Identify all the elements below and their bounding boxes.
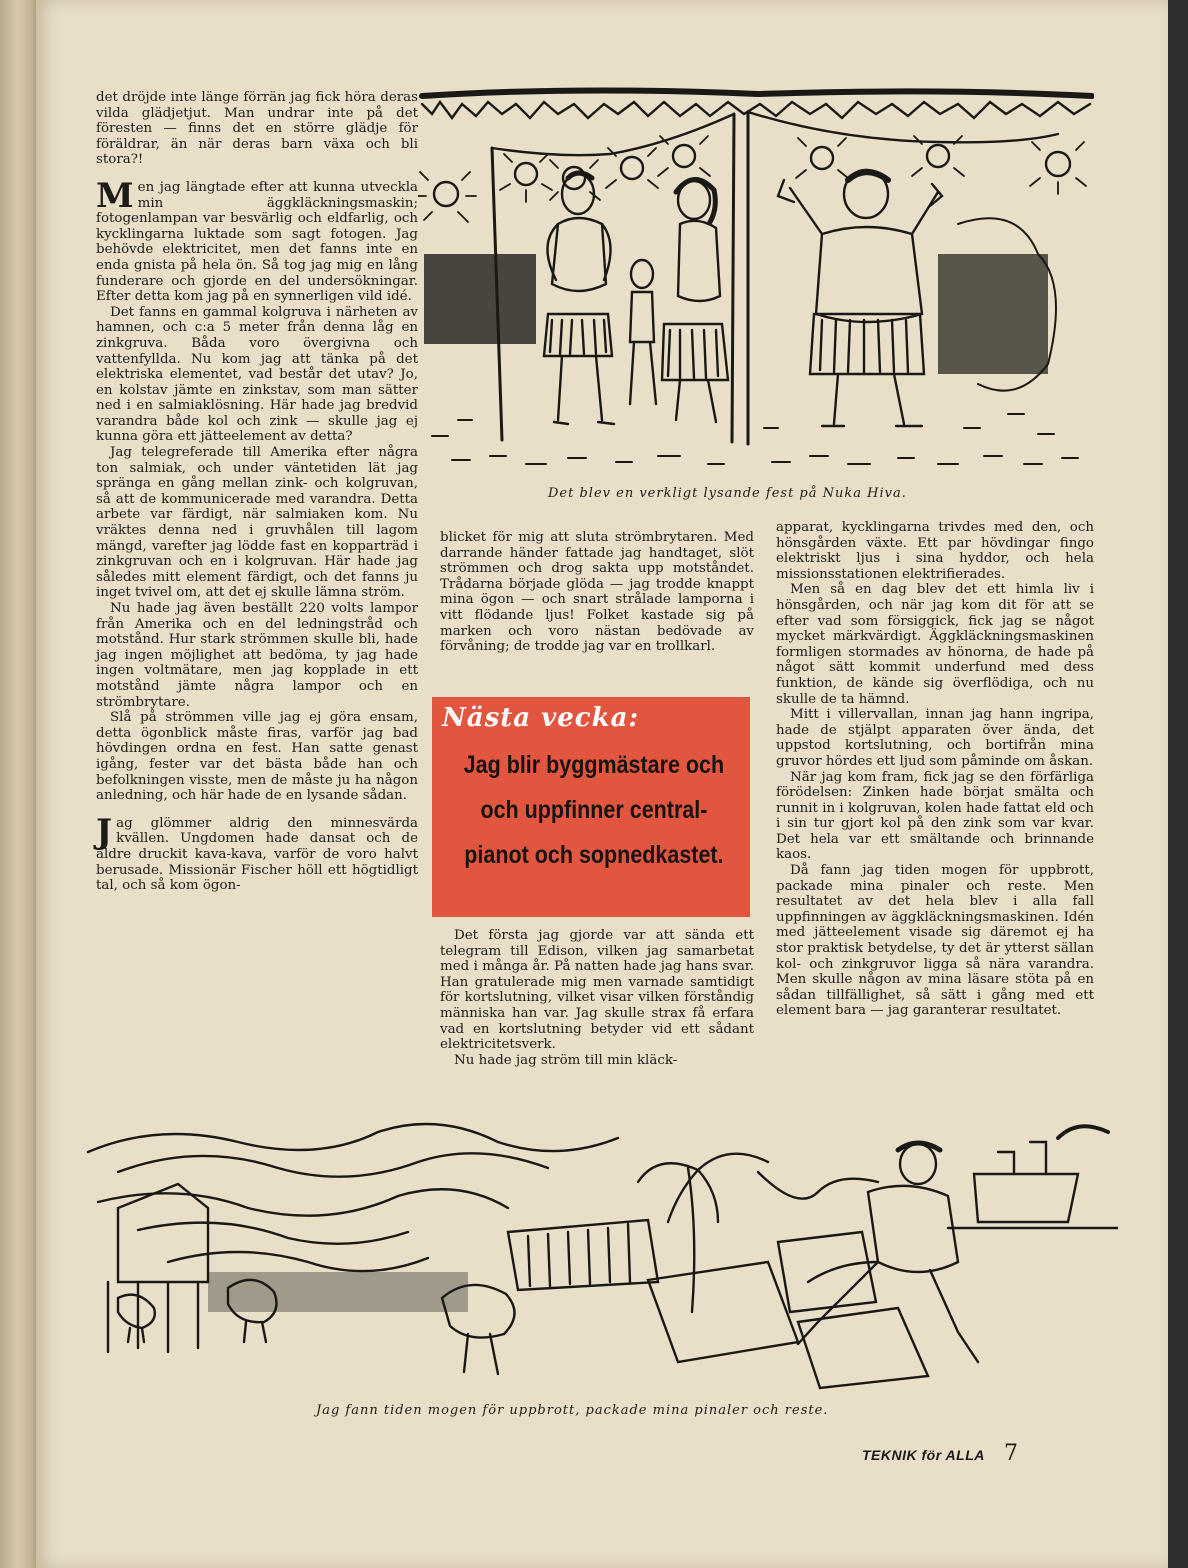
column-middle — [440, 530, 754, 655]
paragraph: Det första jag gjorde var att sända ett telegram till Edison, vilken jag samarbetat med i många år. På natten hade jag hans svar. Han gratulerade mig men varnade samtidigt för kortslutning, vilket visar vilken förståndig människa han var. Jag skulle strax få erfara vad en kortslutning betyder vid ett sådant elektricitetsverk. — [440, 928, 754, 1053]
magazine-title: TEKNIK för ALLA — [862, 1447, 985, 1463]
next-week-ad — [432, 697, 750, 917]
departure-illustration — [78, 1112, 1118, 1402]
paragraph: Men jag längtade efter att kunna utveckla min äggkläckningsmaskin; fotogenlampan var besvärlig och eldfarlig, och kycklingarna luktade som sagt fotogen. Jag behövde elektricitet, men det fanns inte en enda gnista på hela ön. Så tog jag mig en lång funderare och gjorde en del undersökningar. Efter detta kom jag på en synnerligen vild idé. — [96, 175, 418, 305]
paragraph: apparat, kycklingarna trivdes med den, och hönsgården växte. Ett par hövdingar fingo elektriskt ljus i sina hyddor, och hela missionsstationen elektrifierades. — [776, 520, 1094, 582]
caption-bottom: Jag fann tiden mogen för uppbrott, packade mina pinaler och reste. — [316, 1403, 829, 1418]
paragraph: Men så en dag blev det ett himla liv i hönsgården, och när jag kom dit för att se efter vad som försiggick, fick jag se något mycket märkvärdigt. Äggkläckningsmaskinen formligen stormades av hönorna, de hade på något sätt kommit underfund med dess funktion, de kände sig överflödiga, och nu skulle de ta hämnd. — [776, 582, 1094, 707]
column-right — [776, 520, 1094, 1019]
paragraph: Jag telegreferade till Amerika efter några ton salmiak, och under väntetiden lät jag spränga en gång mellan zink- och kolgruvan, så att de kommunicerade med varandra. Detta arbete var färdigt, när salmiaken kom. Nu vräktes denna ned i gruvhålen till lagom mängd, varefter jag lödde fast en kopparträd i zinkgruvan och en i kolgruvan. Här hade jag således mitt element färdigt, och det fanns ju inget tvivel om, att det ej skulle lämna ström. — [96, 445, 418, 601]
column-left — [96, 90, 418, 894]
paragraph: Det fanns en gammal kolgruva i närheten av hamnen, och c:a 5 meter från denna låg en zinkgruva. Båda voro övergivna och vattenfyllda. Nu kom jag att tänka på det elektriska elementet, vad består det utav? Jo, en kolstav jämte en zinkstav, som man sätter ned i en salmiaklösning. Här hade jag bredvid varandra både kol och zink — skulle jag ej kunna göra ett jätteelement av detta? — [96, 304, 418, 445]
lamp-party-illustration — [418, 84, 1094, 480]
paragraph: Nu hade jag ström till min kläck- — [454, 1052, 678, 1068]
paragraph: blicket för mig att sluta strömbrytaren. Med darrande händer fattade jag handtaget, slöt strömmen och drog sakta upp motståndet. Trådarna började glöda — jag trodde knappt mina ögon — och snart strålade lamporna i vitt flödande ljus! Folket kastade sig på marken och voro nästan bedövade av förvåning; de trodde jag var en trollkarl. — [440, 530, 754, 655]
paragraph: Då fann jag tiden mogen för uppbrott, packade mina pinaler och reste. Men resultatet av det hela blev i alla fall uppfinningen av äggkläckningsmaskinen. Idén med jätteelement visade sig däremot ej ha stor praktisk betydelse, ty det är ytterst sällan kol- och zinkgruvor ligga så nära varandra. Men skulle någon av mina läsare stöta på en sådan tillfällighet, så sätt i gång med ett element bara — jag garanterar resultatet. — [776, 863, 1094, 1019]
paragraph: Mitt i villervallan, innan jag hann ingripa, hade de stjälpt apparaten över ända, det uppstod kortslutning, och bortifrån mina gruvor hördes ett ljud som påminde om åskan. — [776, 707, 1094, 769]
page-number: 7 — [1003, 1441, 1018, 1466]
ad-headline: Jag blir byggmästare och och uppfinner central- pianot och sopnedkastet. — [463, 751, 725, 869]
paragraph: Nu hade jag även beställt 220 volts lampor från Amerika och en del ledningstråd och motstånd. Hur stark strömmen skulle bli, hade jag ingen möjlighet att bedöma, ty jag hade ingen voltmätare, men jag kopplade in ett motstånd jämte några lampor och en strömbrytare. — [96, 601, 418, 710]
paragraph: det dröjde inte länge förrän jag fick höra deras vilda glädjetjut. Man undrar inte på det föresten — finns det en större glädje för föräldrar, än när deras barn växa och bli stora?! — [96, 90, 418, 168]
drop-cap: J — [96, 811, 113, 852]
ad-kicker: Nästa vecka: — [442, 703, 640, 733]
paragraph: När jag kom fram, fick jag se den förfärliga förödelsen: Zinken hade börjat smälta och runnit in i kolgruvan, kolen hade fattat eld och i sin tur gjort kol på den zink som var kvar. Det hela var ett smältande och brinnande kaos. — [776, 769, 1094, 863]
paragraph: Jag glömmer aldrig den minnesvärda kvällen. Ungdomen hade dansat och de äldre druckit kava-kava, varför de voro halvt berusade. Missionär Fischer höll ett högtidligt tal, och så kom ögon- — [96, 811, 418, 894]
page-footer — [862, 1441, 1018, 1466]
page-edge — [1168, 0, 1188, 1568]
column-middle-lower — [440, 928, 754, 1068]
caption-top: Det blev en verkligt lysande fest på Nuka Hiva. — [548, 486, 907, 501]
paragraph: Slå på strömmen ville jag ej göra ensam, detta ögonblick måste firas, varför jag bad hövdingen ordna en fest. Han satte genast igång, fester var det bästa både han och befolkningen visste, men de måste ju ha någon anledning, och här hade de en lysande sådan. — [96, 710, 418, 804]
drop-cap: M — [96, 175, 134, 216]
